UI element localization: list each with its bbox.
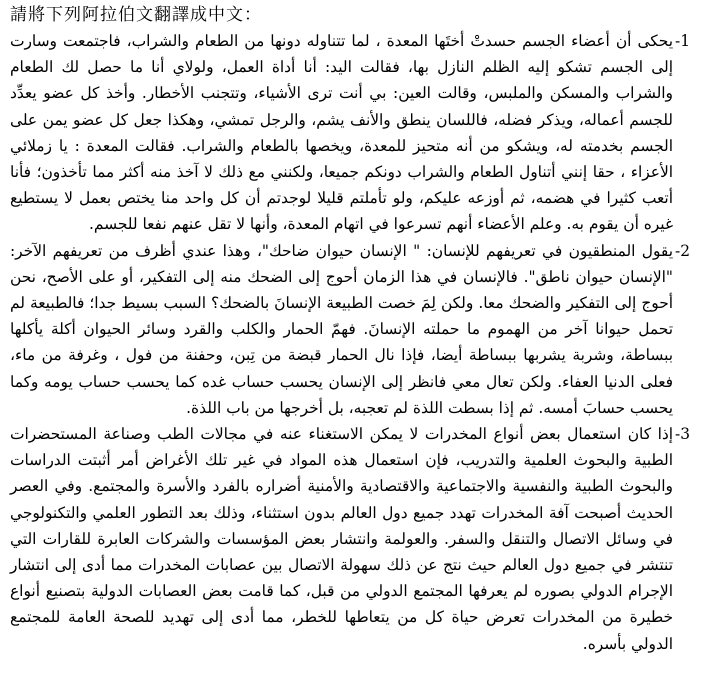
passage-item-2: [10, 238, 703, 421]
instruction-heading: 請將下列阿拉伯文翻譯成中文：: [10, 5, 262, 25]
passage-text: إذا كان استعمال بعض أنواع المخدرات لا يمكن الاستغناء عنه في مجالات الطب وصناعة المستحضرات الطبية والبحوث العلمية والتدريب، فإن استعمال هذه المواد في غير تلك الأغراض أمر أثبتت الدراسات والبحوث الطبية والنفسية والاجتماعية والاقتصادية والأمنية أضراره بالفرد والأسرة والمجتمع. وفي العصر الحديث أصبحت آفة المخدرات تهدد جميع دول العالم بدون استثناء، وذلك بعد التطور العلمي والتكنولوجي في وسائل الاتصال والتنقل والسفر. والعولمة وانتشار بعض المؤسسات والشركات العابرة للقارات التي تنتشر في جميع دول العالم حيث نتج عن ذلك سهولة الاتصال بين عصابات المخدرات مما أدى إلى انتشار الإجرام الدولي بصوره لم يعرفها المجتمع الدولي من قبل، كما قامت بعض العصابات الدولية بتصنيع أنواع خطيرة من المخدرات تعرض حياة كل من يتعاطها للخطر، مما أدى إلى تهديد للصحة العامة للمجتمع الدولي بأسره.: [10, 425, 673, 653]
passage-item-1: [10, 28, 703, 238]
passage-number: -2: [675, 241, 690, 260]
passage-item-3: [10, 421, 703, 657]
passage-number: -3: [675, 425, 690, 444]
passage-text: يقول المنطقيون في تعريفهم للإنسان: " الإنسان حيوان ضاحك"، وهذا عندي أظرف من تعريفهم الآخر: "الإنسان حيوان ناطق". فالإنسان في هذا الزمان أحوج إلى الضحك منه إلى التفكير، أو على الأصح، نحن أحوج إلى التفكير والضحك معا. ولكن لِمَ خصت الطبيعة الإنسانَ بالضحك؟ السبب بسيط جدا؛ فالطبيعة لم تحمل حيوانا آخر من الهموم ما حملته الإنسانَ. فهمّ الحمار والكلب والقرد وسائر الحيوان أكلة يأكلها ببساطة، وشربة يشربها ببساطة أيضا، فإذا نال الحمار قبضة من تِبن، وحفنة من فول ، وغرفة من ماء، فعلى الدنيا العفاء. ولكن تعال معي فانظر إلى الإنسان يحسب حساب غده كما يحسب حساب يومه وكما يحسب حسابَ أمسه. ثم إذا بسطت اللذة لم تعجبه، بل أخرجها من باب اللذة.: [10, 241, 673, 417]
passage-text: يحكى أن أعضاء الجسم حسدتْ أختَها المعدة ، لما تتناوله دونها من الطعام والشراب، فاجتمعت وسارت إلى الجسم تشكو إليه الظلم النازل بها، فقالت اليد: أنا أداة العمل، ولولاي أنا ما حصل لك الطعام والشراب والمسكن والملبس، وقالت العين: بي أنت ترى الأشياء، وتتجنب الأخطار. وأخذ كل عضو يعدِّد للجسم أعماله، ويذكر فضله، فاللسان ينطق والأنف يشم، والرجل تمشي، وهكذا جعل كل عضو يمن على الجسم بخدمته له، ويشكو من أنه متحيز للمعدة، ويخصها بالطعام والشراب. فقالت المعدة : يا زملائي الأعزاء ، حقا إنني أتناول الطعام والشراب دونكم جميعا، ولكنني مع ذلك لا آخذ منه أكثر مما تأخذون؛ فأنا أتعب كثيرا في هضمه، ثم أوزعه عليكم، ولو تأملتم قليلا لوجدتم أن كل واحد منا يختص بعمل لا يستطيع غيره أن يقوم به. وعلم الأعضاء أنهم تسرعوا في اتهام المعدة، وأنها لا تقل عنهم نفعا للجسم.: [10, 32, 673, 234]
passage-list: [10, 28, 703, 657]
passage-number: -1: [675, 32, 690, 50]
